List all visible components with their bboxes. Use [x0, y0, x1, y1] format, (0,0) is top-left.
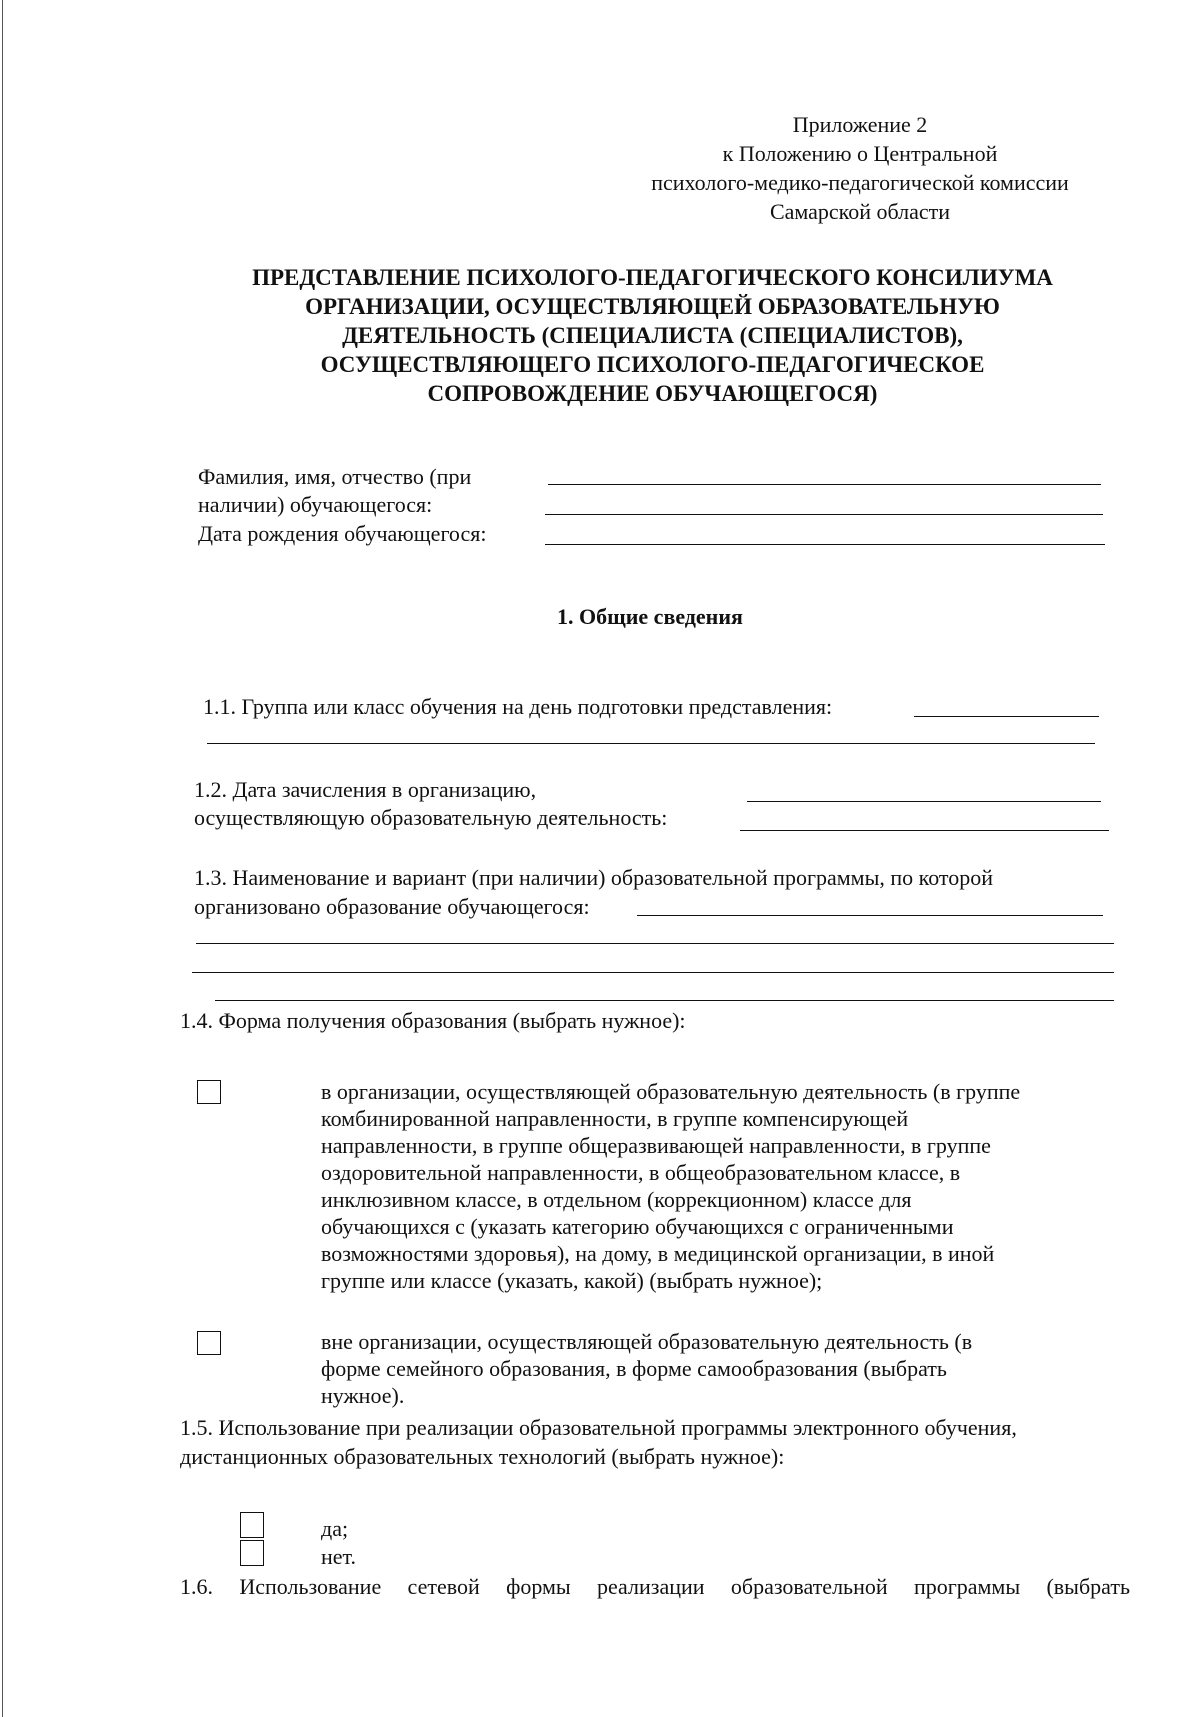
item-1-6-word-2: Использование — [239, 1574, 382, 1599]
item-1-1-label: 1.1. Группа или класс обучения на день подготовки представления: — [203, 694, 833, 719]
enrollment-date-line-1[interactable] — [747, 801, 1101, 802]
item-1-1-line[interactable] — [914, 716, 1099, 717]
in-org-checkbox[interactable] — [197, 1080, 221, 1104]
title-line-5: СОПРОВОЖДЕНИЕ ОБУЧАЮЩЕГОСЯ) — [427, 381, 878, 406]
appendix-line-1: Приложение 2 — [792, 112, 928, 137]
item-1-3-label-1: 1.3. Наименование и вариант (при наличии) образовательной программы, по которой — [194, 865, 994, 890]
title-line-3: ДЕЯТЕЛЬНОСТЬ (СПЕЦИАЛИСТА (СПЕЦИАЛИСТОВ), — [342, 323, 963, 348]
item-1-6-word-5: реализации — [597, 1574, 705, 1599]
title-line-2: ОРГАНИЗАЦИИ, ОСУЩЕСТВЛЯЮЩЕЙ ОБРАЗОВАТЕЛЬНУЮ — [305, 294, 1000, 319]
in-org-line-1: в организации, осуществляющей образовательную деятельность (в группе — [321, 1079, 1021, 1104]
program-line-2[interactable] — [196, 943, 1114, 944]
item-1-2-label-1: 1.2. Дата зачисления в организацию, — [194, 777, 537, 802]
in-org-line-8: группе или классе (указать, какой) (выбрать нужное); — [321, 1268, 823, 1293]
item-1-6-word-7: программы — [913, 1574, 1021, 1599]
out-org-option-text — [321, 1328, 972, 1409]
yes-checkbox[interactable] — [240, 1512, 264, 1538]
item-1-5-label-1: 1.5. Использование при реализации образовательной программы электронного обучения, — [180, 1415, 1017, 1440]
in-org-line-3: направленности, в группе общеразвивающей направленности, в группе — [321, 1133, 991, 1158]
student-name-line-2[interactable] — [545, 514, 1103, 515]
item-1-3-label-2: организовано образование обучающегося: — [194, 894, 590, 919]
birth-date-label: Дата рождения обучающегося: — [198, 521, 487, 546]
student-name-line-1[interactable] — [548, 484, 1101, 485]
item-1-6-word-4: формы — [506, 1574, 571, 1599]
title-line-1: ПРЕДСТАВЛЕНИЕ ПСИХОЛОГО-ПЕДАГОГИЧЕСКОГО КОНСИЛИУМА — [252, 265, 1053, 290]
program-line-1[interactable] — [637, 915, 1103, 916]
item-1-1-line-2[interactable] — [207, 743, 1095, 744]
item-1-6-label — [180, 1572, 1130, 1601]
enrollment-date-line-2[interactable] — [740, 830, 1109, 831]
out-org-line-3: нужное). — [321, 1383, 405, 1408]
student-name-label-1: Фамилия, имя, отчество (при — [198, 464, 472, 489]
appendix-line-3: психолого-медико-педагогической комиссии — [651, 170, 1069, 195]
item-1-2-label-2: осуществляющую образовательную деятельность: — [194, 805, 668, 830]
yes-label: да; — [321, 1516, 349, 1541]
item-1-6-word-6: образовательной — [730, 1574, 888, 1599]
out-org-line-2: форме семейного образования, в форме самообразования (выбрать — [321, 1356, 947, 1381]
birth-date-line[interactable] — [545, 544, 1105, 545]
appendix-line-2: к Положению о Центральной — [722, 141, 998, 166]
in-org-line-7: возможностями здоровья), на дому, в медицинской организации, в иной — [321, 1241, 995, 1266]
out-org-line-1: вне организации, осуществляющей образовательную деятельность (в — [321, 1329, 973, 1354]
item-1-6-word-8: (выбрать — [1046, 1574, 1130, 1599]
document-title — [160, 263, 1145, 408]
appendix-header — [600, 110, 1120, 226]
in-org-line-4: оздоровительной направленности, в общеобразовательном классе, в — [321, 1160, 961, 1185]
item-1-5-label-2: дистанционных образовательных технологий (выбрать нужное): — [180, 1444, 785, 1469]
appendix-line-4: Самарской области — [769, 199, 951, 224]
in-org-line-2: комбинированной направленности, в группе компенсирующей — [321, 1106, 909, 1131]
item-1-4-label: 1.4. Форма получения образования (выбрать нужное): — [180, 1008, 686, 1033]
scan-edge-line — [2, 0, 3, 1717]
in-org-line-6: обучающихся с (указать категорию обучающихся с ограниченными — [321, 1214, 954, 1239]
student-name-label-2: наличии) обучающегося: — [198, 492, 433, 517]
item-1-6-word-1: 1.6. — [180, 1574, 213, 1599]
in-org-option-text — [321, 1078, 1020, 1294]
no-label: нет. — [321, 1544, 356, 1569]
program-line-3[interactable] — [192, 972, 1114, 973]
out-org-checkbox[interactable] — [197, 1331, 221, 1355]
section-title: 1. Общие сведения — [557, 604, 743, 629]
title-line-4: ОСУЩЕСТВЛЯЮЩЕГО ПСИХОЛОГО-ПЕДАГОГИЧЕСКОЕ — [320, 352, 985, 377]
item-1-6-word-3: сетевой — [407, 1574, 480, 1599]
no-checkbox[interactable] — [240, 1540, 264, 1566]
program-line-4[interactable] — [215, 1000, 1114, 1001]
in-org-line-5: инклюзивном классе, в отдельном (коррекционном) классе для — [321, 1187, 912, 1212]
